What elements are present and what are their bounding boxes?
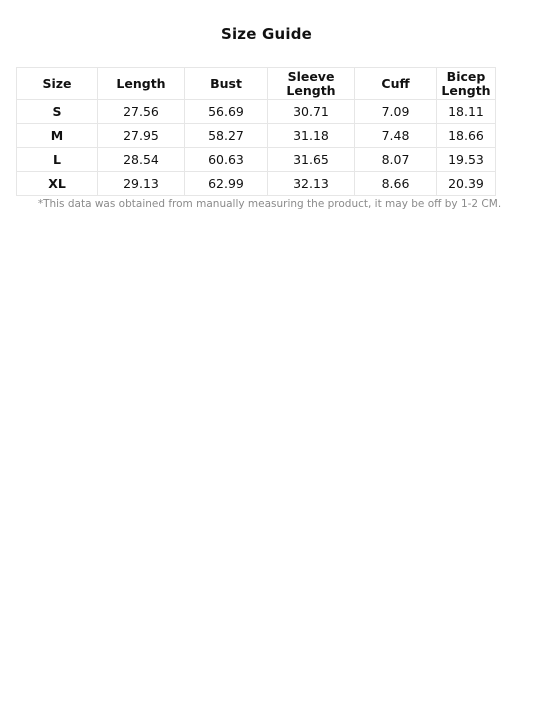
cuff-cell: 8.07 (355, 148, 437, 172)
sleeve-length-cell: 31.18 (268, 124, 355, 148)
cuff-cell: 7.48 (355, 124, 437, 148)
header-sleeve-length: Sleeve Length (268, 68, 355, 100)
size-cell: S (17, 100, 98, 124)
size-cell: M (17, 124, 98, 148)
length-cell: 28.54 (98, 148, 185, 172)
size-guide-table (16, 67, 496, 196)
table-row (17, 100, 496, 124)
cuff-cell: 7.09 (355, 100, 437, 124)
bicep-length-cell: 19.53 (437, 148, 496, 172)
sleeve-length-cell: 30.71 (268, 100, 355, 124)
bust-cell: 58.27 (185, 124, 268, 148)
table-header-row (17, 68, 496, 100)
length-cell: 27.95 (98, 124, 185, 148)
bicep-length-cell: 20.39 (437, 172, 496, 196)
header-size: Size (17, 68, 98, 100)
header-bicep-length: Bicep Length (437, 68, 496, 100)
size-cell: L (17, 148, 98, 172)
table-row (17, 124, 496, 148)
header-cuff: Cuff (355, 68, 437, 100)
header-length: Length (98, 68, 185, 100)
bicep-length-cell: 18.66 (437, 124, 496, 148)
table-row (17, 148, 496, 172)
table-row (17, 172, 496, 196)
bicep-length-cell: 18.11 (437, 100, 496, 124)
bust-cell: 60.63 (185, 148, 268, 172)
page-title: Size Guide (220, 25, 313, 43)
size-cell: XL (17, 172, 98, 196)
measurement-disclaimer: *This data was obtained from manually measuring the product, it may be off by 1-2 CM. (37, 198, 502, 210)
cuff-cell: 8.66 (355, 172, 437, 196)
bust-cell: 62.99 (185, 172, 268, 196)
sleeve-length-cell: 31.65 (268, 148, 355, 172)
sleeve-length-cell: 32.13 (268, 172, 355, 196)
bust-cell: 56.69 (185, 100, 268, 124)
header-bust: Bust (185, 68, 268, 100)
length-cell: 29.13 (98, 172, 185, 196)
length-cell: 27.56 (98, 100, 185, 124)
